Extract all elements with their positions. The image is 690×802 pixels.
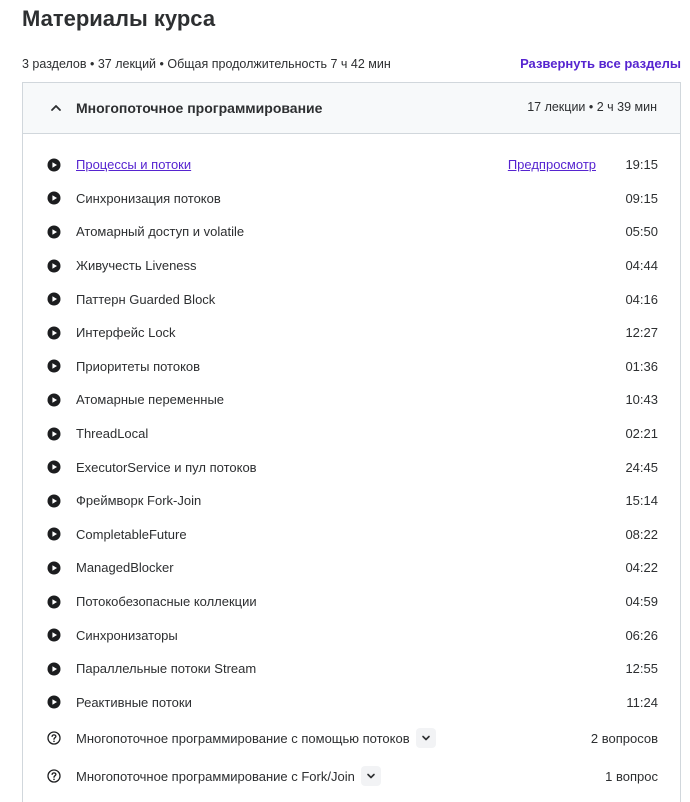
quiz-label [76, 766, 381, 786]
quiz-title: Многопоточное программирование с Fork/Join [76, 768, 355, 784]
lecture-title: Живучесть Liveness [76, 258, 197, 274]
lecture-title: Атомарные переменные [76, 392, 225, 408]
lecture-duration: 08:22 [625, 526, 658, 542]
lecture-duration: 04:16 [625, 291, 658, 307]
play-circle-icon [47, 662, 61, 676]
play-circle-icon [47, 225, 61, 239]
lecture-title: Синхронизация потоков [76, 190, 221, 206]
lecture-duration: 11:24 [626, 694, 658, 710]
lecture-duration: 09:15 [625, 190, 658, 206]
section-header[interactable] [23, 83, 680, 134]
course-section [22, 82, 681, 802]
play-circle-icon [47, 259, 61, 273]
question-circle-icon [47, 769, 61, 783]
lecture-item[interactable] [23, 350, 680, 384]
play-circle-icon [47, 595, 61, 609]
quiz-item[interactable] [23, 719, 680, 757]
play-circle-icon [47, 326, 61, 340]
lecture-duration: 01:36 [625, 358, 658, 374]
lecture-item[interactable] [23, 652, 680, 686]
expand-all-sections-button[interactable]: Развернуть все разделы [520, 56, 681, 71]
play-circle-icon [47, 191, 61, 205]
lecture-duration: 06:26 [625, 627, 658, 643]
preview-link[interactable]: Предпросмотр [507, 157, 596, 173]
lecture-item[interactable] [23, 551, 680, 585]
lecture-duration: 12:27 [625, 325, 658, 341]
lecture-list [23, 148, 680, 795]
lecture-duration: 10:43 [625, 392, 658, 408]
play-circle-icon [47, 427, 61, 441]
quiz-item[interactable] [23, 757, 680, 795]
page-title: Материалы курса [22, 6, 216, 31]
lecture-title: Синхронизаторы [76, 627, 178, 643]
play-circle-icon [47, 494, 61, 508]
lecture-item[interactable] [23, 686, 680, 720]
section-meta: 17 лекции • 2 ч 39 мин [527, 100, 657, 114]
lecture-item[interactable] [23, 417, 680, 451]
lecture-duration: 04:44 [625, 258, 658, 274]
lecture-title: ThreadLocal [76, 426, 149, 442]
lecture-title: Потокобезопасные коллекции [76, 594, 257, 610]
lecture-item[interactable] [23, 148, 680, 182]
lecture-title: ManagedBlocker [76, 560, 174, 576]
lecture-item[interactable] [23, 618, 680, 652]
lecture-item[interactable] [23, 484, 680, 518]
lecture-title: Интерфейс Lock [76, 325, 176, 341]
play-circle-icon [47, 158, 61, 172]
quiz-question-count: 2 вопросов [590, 730, 658, 746]
quiz-question-count: 1 вопрос [605, 768, 658, 784]
lecture-item[interactable] [23, 585, 680, 619]
lecture-title: Реактивные потоки [76, 694, 192, 710]
lecture-item[interactable] [23, 282, 680, 316]
lecture-title[interactable]: Процессы и потоки [76, 157, 192, 173]
lecture-item[interactable] [23, 316, 680, 350]
section-title: Многопоточное программирование [76, 100, 323, 116]
quiz-expand-button[interactable] [361, 766, 381, 786]
lecture-title: ExecutorService и пул потоков [76, 459, 257, 475]
lecture-item[interactable] [23, 450, 680, 484]
play-circle-icon [47, 527, 61, 541]
lecture-item[interactable] [23, 518, 680, 552]
lecture-duration: 12:55 [625, 661, 658, 677]
play-circle-icon [47, 393, 61, 407]
lecture-title: Паттерн Guarded Block [76, 291, 216, 307]
course-summary: 3 разделов • 37 лекций • Общая продолжительность 7 ч 42 мин [22, 57, 391, 71]
lecture-duration: 24:45 [625, 459, 658, 475]
lecture-title: Параллельные потоки Stream [76, 661, 257, 677]
lecture-item[interactable] [23, 383, 680, 417]
question-circle-icon [47, 731, 61, 745]
lecture-duration: 04:22 [625, 560, 658, 576]
lecture-item[interactable] [23, 215, 680, 249]
lecture-duration: 19:15 [625, 157, 658, 173]
play-circle-icon [47, 561, 61, 575]
lecture-duration: 05:50 [625, 224, 658, 240]
lecture-duration: 15:14 [625, 493, 658, 509]
quiz-expand-button[interactable] [416, 728, 436, 748]
chevron-down-icon [365, 770, 377, 782]
lecture-title: Фреймворк Fork-Join [76, 493, 202, 509]
lecture-duration: 02:21 [625, 426, 658, 442]
play-circle-icon [47, 628, 61, 642]
quiz-label [76, 728, 436, 748]
play-circle-icon [47, 695, 61, 709]
lecture-title: Приоритеты потоков [76, 358, 201, 374]
play-circle-icon [47, 460, 61, 474]
chevron-up-icon [49, 101, 63, 115]
chevron-down-icon [420, 732, 432, 744]
play-circle-icon [47, 359, 61, 373]
lecture-item[interactable] [23, 182, 680, 216]
lecture-title: Атомарный доступ и volatile [76, 224, 245, 240]
lecture-item[interactable] [23, 249, 680, 283]
play-circle-icon [47, 292, 61, 306]
lecture-title: CompletableFuture [76, 526, 187, 542]
quiz-title: Многопоточное программирование с помощью потоков [76, 730, 410, 746]
lecture-duration: 04:59 [625, 594, 658, 610]
